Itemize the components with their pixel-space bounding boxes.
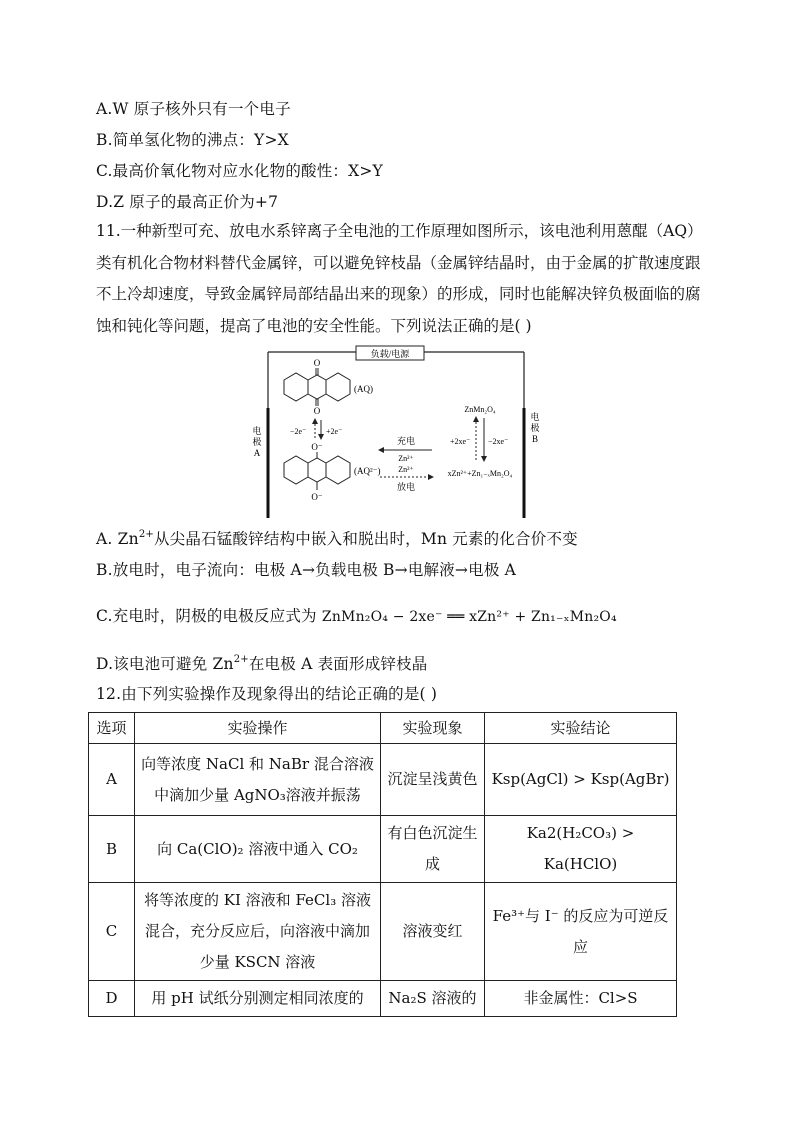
row-a-conclusion: Ksp(AgCl) > Ksp(AgBr) xyxy=(485,744,677,816)
q11-option-a-pre: A. Zn xyxy=(96,530,139,548)
row-a-phenomenon: 沉淀呈浅黄色 xyxy=(381,744,485,816)
discharge-label: 放电 xyxy=(396,482,416,492)
aq-molecule xyxy=(284,368,350,406)
q11-option-c-pre: C.充电时，阴极的电极反应式为 xyxy=(96,607,317,625)
q11-stem: 11.一种新型可充、放电水系锌离子全电池的工作原理如图所示，该电池利用蒽醌（AQ）类有机化合物材料替代金属锌，可以避免锌枝晶（金属锌结晶时，由于金属的扩散速度跟不上冷却速度，导致金属锌局部结晶出来的现象）的形成，同时也能解决锌负极面临的腐蚀和钝化等问题，提高了电池的安全性能。下列说法正确的是( ) xyxy=(96,222,703,335)
header-phenomenon: 实验现象 xyxy=(381,713,485,744)
aq2-o-bottom: O⁻ xyxy=(311,492,323,502)
q11-option-b: B.放电时，电子流向：电极 A→负载电极 B→电解液→电极 A xyxy=(96,561,517,579)
row-b-conclusion: Ka2(H₂CO₃) > Ka(HClO) xyxy=(485,816,677,883)
aq2-molecule xyxy=(284,452,350,490)
row-b-option: B xyxy=(89,816,135,883)
row-a-operation: 向等浓度 NaCl 和 NaBr 混合溶液中滴加少量 AgNO₃溶液并振荡 xyxy=(135,744,381,816)
plus-2e-label: +2e⁻ xyxy=(326,427,343,436)
q11-option-c-equation: ZnMn₂O₄ − 2xe⁻ ══ xZn²⁺ + Zn₁₋ₓMn₂O₄ xyxy=(321,609,617,625)
table-header-row xyxy=(89,713,677,744)
table-row xyxy=(89,883,677,981)
zn-top-label: Zn²⁺ xyxy=(398,454,414,463)
q11-option-a xyxy=(96,527,578,549)
table-row xyxy=(89,744,677,816)
electrode-b-char3: B xyxy=(531,434,539,444)
q11-option-d xyxy=(96,652,428,674)
header-conclusion: 实验结论 xyxy=(485,713,677,744)
q11-option-d-sup: 2+ xyxy=(233,654,249,665)
load-label: 负载/电源 xyxy=(370,349,410,359)
q10-option-c: C.最高价氧化物对应水化物的酸性：X>Y xyxy=(96,162,383,180)
electrode-a-char3: A xyxy=(253,448,261,458)
aq2-label: (AQ²⁻) xyxy=(354,466,381,476)
aq2-o-top: O⁻ xyxy=(311,442,323,452)
aq-o-top: O xyxy=(313,358,321,368)
minus-2xe-label: −2xe⁻ xyxy=(488,437,509,446)
electrode-a-char1: 电 xyxy=(252,426,262,436)
row-d-operation: 用 pH 试纸分别测定相同浓度的 xyxy=(135,981,381,1017)
q11-option-c xyxy=(96,604,617,626)
znmn2o4-label: ZnMn₂O₄ xyxy=(464,405,496,414)
row-d-phenomenon: Na₂S 溶液的 xyxy=(381,981,485,1017)
q12-table xyxy=(88,712,677,1017)
table-row xyxy=(89,816,677,883)
row-d-option: D xyxy=(89,981,135,1017)
q10-option-d: D.Z 原子的最高正价为+7 xyxy=(96,193,279,211)
row-c-phenomenon: 溶液变红 xyxy=(381,883,485,981)
plus-2xe-label: +2xe⁻ xyxy=(450,437,471,446)
aq-label: (AQ) xyxy=(354,384,373,394)
table-row xyxy=(89,981,677,1017)
electrode-a-char2: 极 xyxy=(252,437,262,447)
q10-option-a: A.W 原子核外只有一个电子 xyxy=(96,100,291,118)
header-operation: 实验操作 xyxy=(135,713,381,744)
row-c-operation: 将等浓度的 KI 溶液和 FeCl₃ 溶液混合，充分反应后，向溶液中滴加少量 KSCN 溶液 xyxy=(135,883,381,981)
product-label: xZn²⁺+Zn₁₋ₓMn₂O₄ xyxy=(447,469,513,478)
electrode-b-char1: 电 xyxy=(530,412,540,422)
q11-option-d-pre: D.该电池可避免 Zn xyxy=(96,655,234,673)
minus-2e-label: −2e⁻ xyxy=(290,427,307,436)
row-c-option: C xyxy=(89,883,135,981)
aq-o-mid: O xyxy=(313,406,321,416)
charge-label: 充电 xyxy=(396,436,416,446)
row-a-option: A xyxy=(89,744,135,816)
battery-diagram xyxy=(252,349,550,518)
row-d-conclusion: 非金属性：Cl>S xyxy=(485,981,677,1017)
q12-stem: 12.由下列实验操作及现象得出的结论正确的是( ) xyxy=(96,685,438,703)
row-b-phenomenon: 有白色沉淀生成 xyxy=(381,816,485,883)
q11-option-d-post: 在电极 A 表面形成锌枝晶 xyxy=(248,655,428,673)
q11-option-a-sup: 2+ xyxy=(138,529,154,540)
header-option: 选项 xyxy=(89,713,135,744)
zn-bottom-label: Zn²⁺ xyxy=(398,465,414,474)
electrode-b-char2: 极 xyxy=(530,423,540,433)
q11-option-a-post: 从尖晶石锰酸锌结构中嵌入和脱出时，Mn 元素的化合价不变 xyxy=(153,530,578,548)
q10-option-b: B.简单氢化物的沸点：Y>X xyxy=(96,131,289,149)
row-c-conclusion: Fe³⁺与 I⁻ 的反应为可逆反应 xyxy=(485,883,677,981)
row-b-operation: 向 Ca(ClO)₂ 溶液中通入 CO₂ xyxy=(135,816,381,883)
